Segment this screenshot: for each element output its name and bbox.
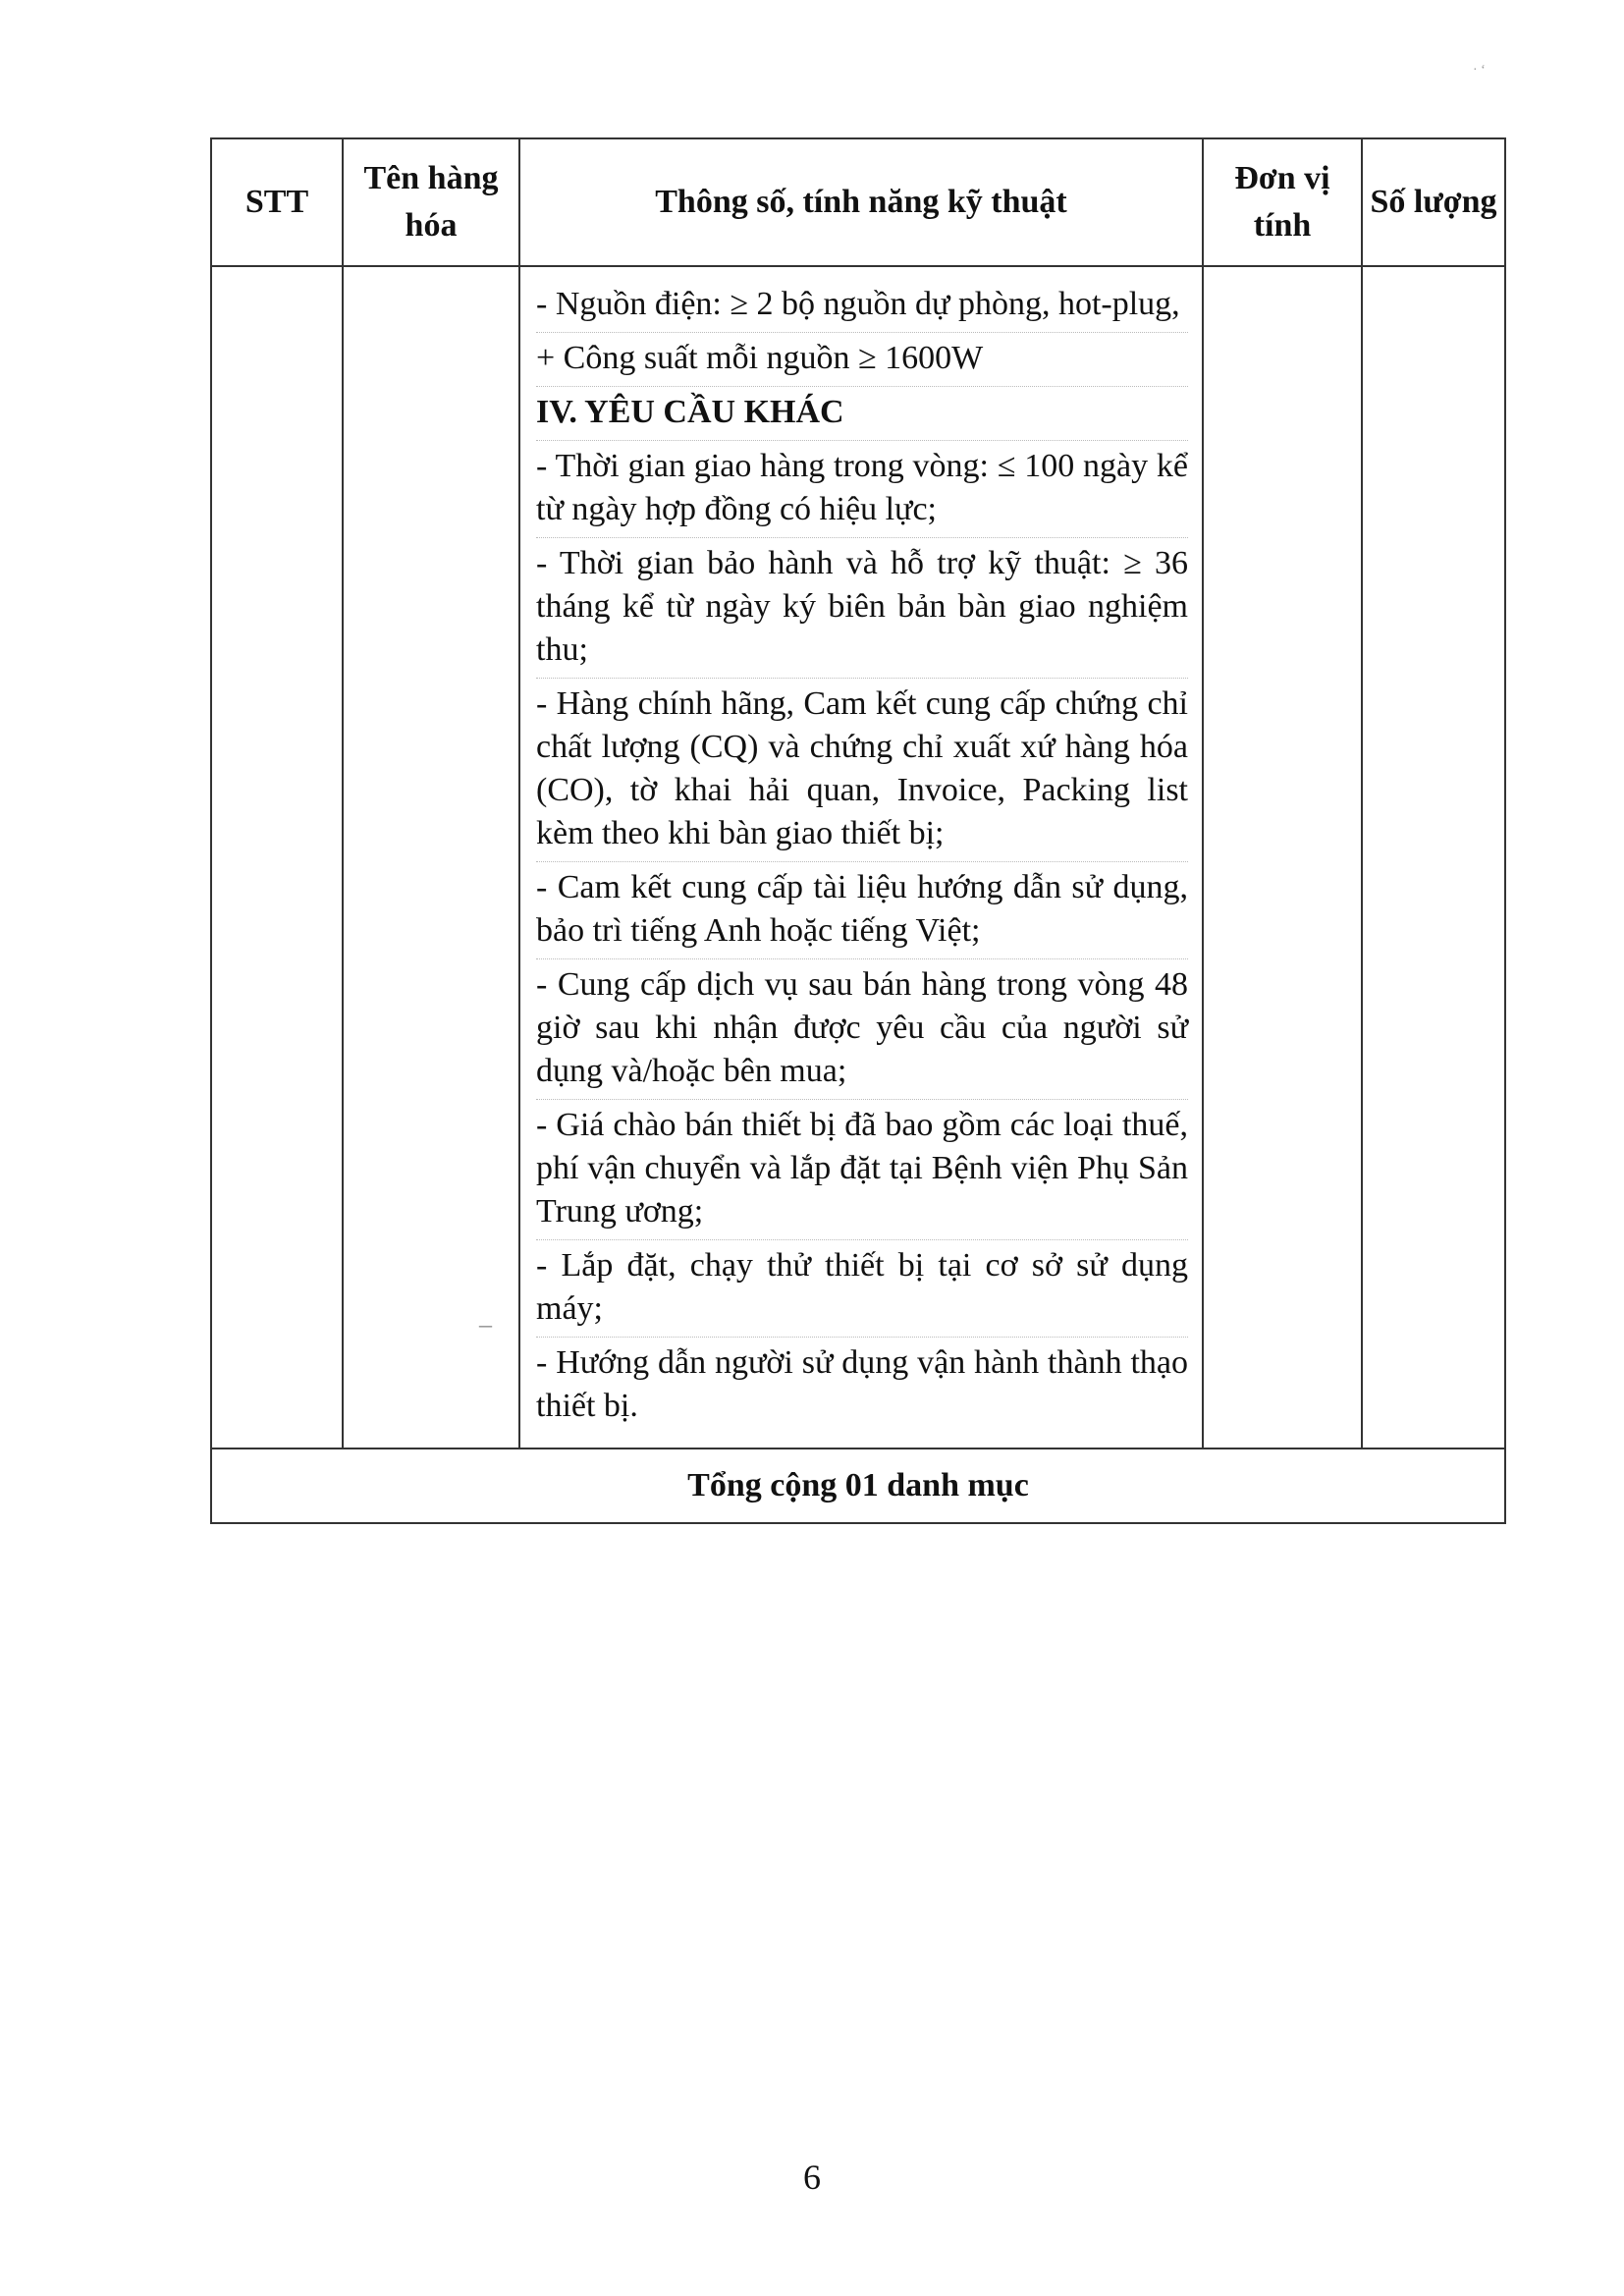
total-label: Tổng cộng 01 danh mục	[211, 1449, 1505, 1523]
header-unit: Đơn vị tính	[1203, 138, 1362, 266]
scan-speck: · ‘	[1473, 63, 1486, 78]
spec-line: - Cam kết cung cấp tài liệu hướng dẫn sử dụng, bảo trì tiếng Anh hoặc tiếng Việt;	[536, 862, 1188, 959]
spec-line: - Lắp đặt, chạy thử thiết bị tại cơ sở sử dụng máy;	[536, 1240, 1188, 1338]
spec-line: - Hướng dẫn người sử dụng vận hành thành thạo thiết bị.	[536, 1344, 1188, 1424]
spec-line: - Thời gian bảo hành và hỗ trợ kỹ thuật: ≥ 36 tháng kể từ ngày ký biên bản bàn giao nghiệm thu;	[536, 538, 1188, 679]
spec-line: + Công suất mỗi nguồn ≥ 1600W	[536, 333, 1188, 387]
page-number: 6	[803, 2158, 821, 2197]
spec-line: - Thời gian giao hàng trong vòng: ≤ 100 ngày kể từ ngày hợp đồng có hiệu lực;	[536, 441, 1188, 538]
spec-table	[210, 137, 1506, 1524]
cell-quantity	[1362, 266, 1505, 1449]
header-quantity: Số lượng	[1362, 138, 1505, 266]
cell-product-name	[343, 266, 519, 1449]
cell-unit	[1203, 266, 1362, 1449]
header-technical-specs: Thông số, tính năng kỹ thuật	[519, 138, 1203, 266]
spec-section-heading: IV. YÊU CẦU KHÁC	[536, 387, 1188, 441]
spec-line: - Nguồn điện: ≥ 2 bộ nguồn dự phòng, hot-plug,	[536, 279, 1188, 333]
table-header-row	[211, 138, 1505, 266]
table-row	[211, 266, 1505, 1449]
cell-technical-specs	[519, 266, 1203, 1449]
spec-line: - Cung cấp dịch vụ sau bán hàng trong vòng 48 giờ sau khi nhận được yêu cầu của người sử dụng và/hoặc bên mua;	[536, 959, 1188, 1100]
header-stt: STT	[211, 138, 343, 266]
cell-stt	[211, 266, 343, 1449]
header-product-name: Tên hàng hóa	[343, 138, 519, 266]
spec-line: - Hàng chính hãng, Cam kết cung cấp chứng chỉ chất lượng (CQ) và chứng chỉ xuất xứ hàng hóa (CO), tờ khai hải quan, Invoice, Packing list kèm theo khi bàn giao thiết bị;	[536, 679, 1188, 862]
table-total-row	[211, 1449, 1505, 1523]
spec-line: - Giá chào bán thiết bị đã bao gồm các loại thuế, phí vận chuyển và lắp đặt tại Bệnh viện Phụ Sản Trung ương;	[536, 1100, 1188, 1240]
scan-mark: –	[479, 1310, 492, 1339]
